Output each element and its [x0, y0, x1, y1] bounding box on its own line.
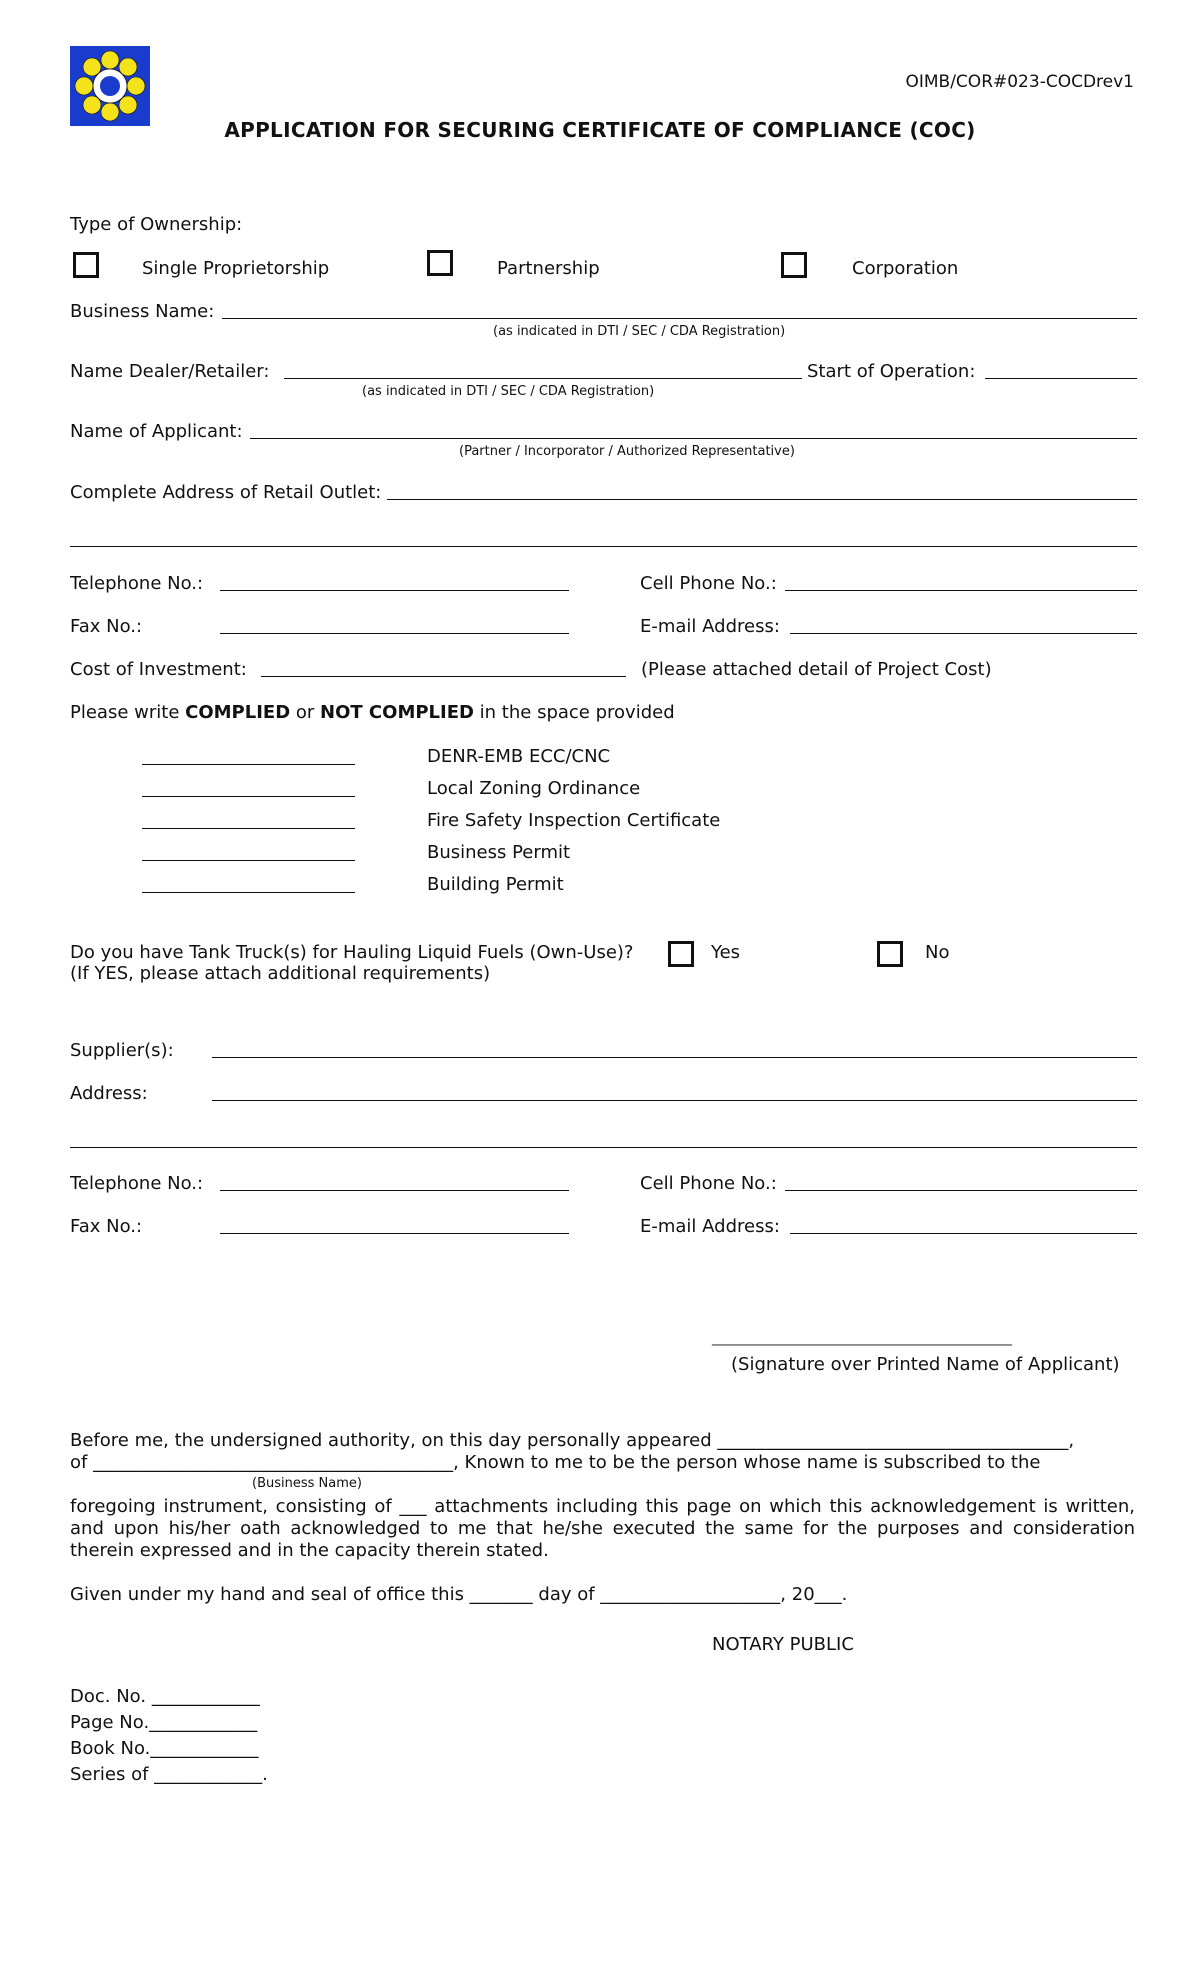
email-label: E-mail Address:: [640, 616, 780, 637]
checkbox-tank-no[interactable]: [877, 941, 903, 967]
page-number: Page No.____________: [70, 1712, 258, 1733]
notary-given: Given under my hand and seal of office this _______ day of ____________________, 20___.: [70, 1584, 848, 1605]
tank-subnote: (If YES, please attach additional requirements): [70, 963, 491, 984]
investment-label: Cost of Investment:: [70, 659, 247, 680]
compliance-item-building-permit: Building Permit: [427, 874, 564, 895]
supplier-telephone-field[interactable]: [220, 1190, 569, 1191]
option-single-proprietorship: Single Proprietorship: [142, 258, 330, 279]
supplier-telephone-label: Telephone No.:: [70, 1173, 204, 1194]
compliance-field-business-permit[interactable]: [142, 860, 355, 861]
applicant-field[interactable]: [250, 438, 1137, 439]
option-partnership: Partnership: [497, 258, 600, 279]
supplier-address-field[interactable]: [212, 1100, 1137, 1101]
supplier-fax-field[interactable]: [220, 1233, 569, 1234]
compliance-field-denr[interactable]: [142, 764, 355, 765]
compliance-field-zoning[interactable]: [142, 796, 355, 797]
fax-field[interactable]: [220, 633, 569, 634]
address-field-line2[interactable]: [70, 546, 1137, 547]
compliance-field-fire[interactable]: [142, 828, 355, 829]
fax-label: Fax No.:: [70, 616, 143, 637]
cell-phone-label: Cell Phone No.:: [640, 573, 777, 594]
compliance-intro: Please write COMPLIED or NOT COMPLIED in the space provided: [70, 702, 675, 723]
book-number: Book No.____________: [70, 1738, 259, 1759]
compliance-item-denr: DENR-EMB ECC/CNC: [427, 746, 611, 767]
dealer-note: (as indicated in DTI / SEC / CDA Registration): [362, 384, 655, 399]
supplier-email-field[interactable]: [790, 1233, 1137, 1234]
supplier-label: Supplier(s):: [70, 1040, 174, 1061]
applicant-label: Name of Applicant:: [70, 421, 243, 442]
checkbox-partnership[interactable]: [427, 250, 453, 276]
start-of-operation-label: Start of Operation:: [807, 361, 976, 382]
checkbox-tank-yes[interactable]: [668, 941, 694, 967]
supplier-address-field-line2[interactable]: [70, 1147, 1137, 1148]
supplier-cell-phone-field[interactable]: [785, 1190, 1137, 1191]
dealer-field[interactable]: [284, 378, 802, 379]
option-corporation: Corporation: [852, 258, 959, 279]
seal-logo-icon: [70, 46, 150, 126]
compliance-item-fire: Fire Safety Inspection Certificate: [427, 810, 721, 831]
notary-line1: Before me, the undersigned authority, on this day personally appeared _______________________________________,: [70, 1430, 1075, 1451]
page-title: APPLICATION FOR SECURING CERTIFICATE OF COMPLIANCE (COC): [224, 118, 976, 142]
telephone-label: Telephone No.:: [70, 573, 204, 594]
email-field[interactable]: [790, 633, 1137, 634]
tank-yes-label: Yes: [711, 942, 741, 963]
notary-paragraph: foregoing instrument, consisting of ___ attachments including this page on which this acknowledgement is written, and upon his/her oath acknowledged to me that he/she executed the same for the purposes and consideration therein expressed and in the capacity therein stated.: [70, 1496, 1135, 1561]
notary-line2: of ________________________________________, Known to me to be the person whose name is subscribed to the: [70, 1452, 1041, 1473]
tank-no-label: No: [925, 942, 950, 963]
applicant-note: (Partner / Incorporator / Authorized Representative): [459, 444, 795, 459]
supplier-fax-label: Fax No.:: [70, 1216, 143, 1237]
compliance-item-business-permit: Business Permit: [427, 842, 571, 863]
tank-question: Do you have Tank Truck(s) for Hauling Liquid Fuels (Own-Use)?: [70, 942, 634, 963]
notary-public-label: NOTARY PUBLIC: [712, 1634, 854, 1655]
start-of-operation-field[interactable]: [985, 378, 1137, 379]
business-name-field[interactable]: [222, 318, 1137, 319]
supplier-address-label: Address:: [70, 1083, 148, 1104]
telephone-field[interactable]: [220, 590, 569, 591]
investment-field[interactable]: [261, 676, 626, 677]
supplier-cell-phone-label: Cell Phone No.:: [640, 1173, 777, 1194]
signature-line[interactable]: ________________________________________: [712, 1328, 1012, 1346]
compliance-field-building-permit[interactable]: [142, 892, 355, 893]
checkbox-corporation[interactable]: [781, 252, 807, 278]
business-name-note: (as indicated in DTI / SEC / CDA Registration): [493, 324, 786, 339]
dealer-label: Name Dealer/Retailer:: [70, 361, 270, 382]
business-name-label: Business Name:: [70, 301, 215, 322]
address-field[interactable]: [387, 499, 1137, 500]
series-number: Series of ____________.: [70, 1764, 268, 1785]
complied-keyword: COMPLIED: [185, 702, 291, 723]
ownership-label: Type of Ownership:: [70, 214, 243, 235]
not-complied-keyword: NOT COMPLIED: [320, 702, 474, 723]
investment-note: (Please attached detail of Project Cost): [641, 659, 992, 680]
supplier-email-label: E-mail Address:: [640, 1216, 780, 1237]
address-label: Complete Address of Retail Outlet:: [70, 482, 382, 503]
checkbox-single-proprietorship[interactable]: [73, 252, 99, 278]
compliance-item-zoning: Local Zoning Ordinance: [427, 778, 641, 799]
business-name-caption: (Business Name): [252, 1476, 362, 1491]
doc-number: Doc. No. ____________: [70, 1686, 260, 1707]
supplier-field[interactable]: [212, 1057, 1137, 1058]
signature-caption: (Signature over Printed Name of Applicant): [731, 1354, 1120, 1375]
form-code: OIMB/COR#023-COCDrev1: [905, 72, 1134, 92]
cell-phone-field[interactable]: [785, 590, 1137, 591]
